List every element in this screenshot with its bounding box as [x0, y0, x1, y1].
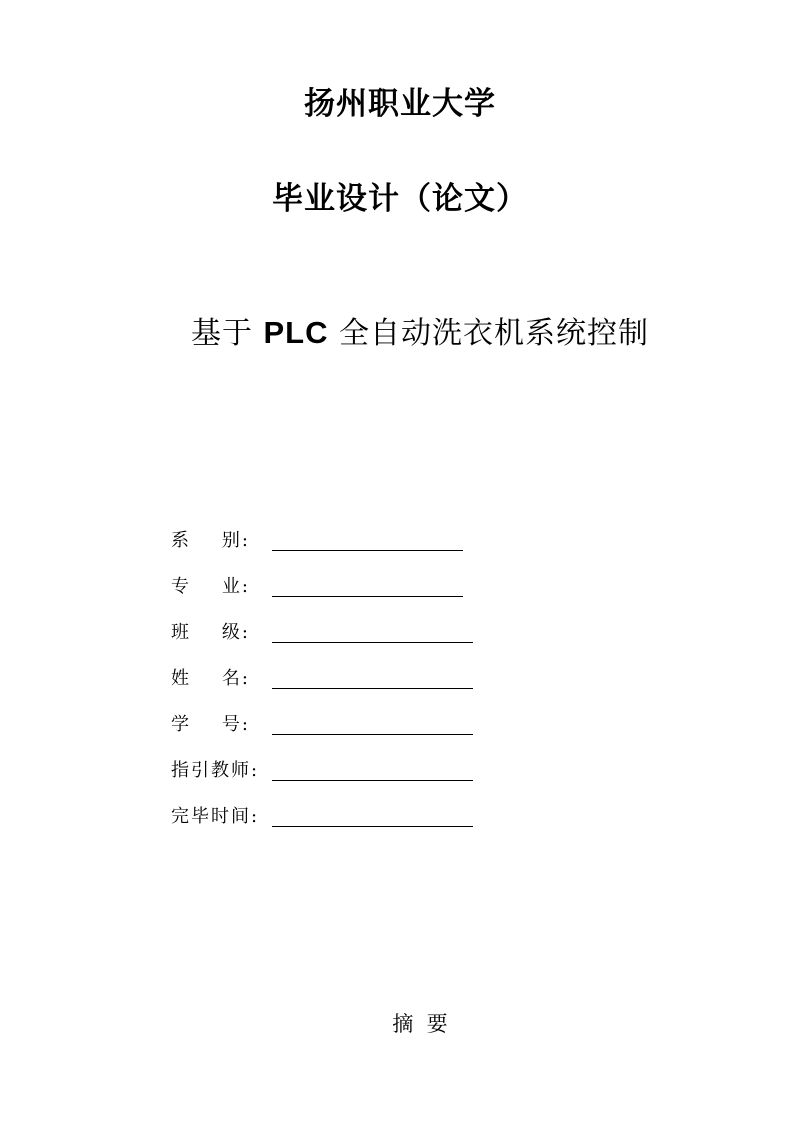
university-name: 扬州职业大学: [304, 86, 496, 122]
major-field[interactable]: [272, 596, 463, 597]
class-field[interactable]: [272, 642, 473, 643]
thesis-title-plc: PLC: [263, 315, 329, 350]
advisor-field[interactable]: [272, 780, 473, 781]
thesis-title-prefix: 基于: [190, 316, 253, 351]
student-id-label: 学 号:: [171, 714, 250, 735]
department-field[interactable]: [272, 550, 463, 551]
thesis-title: [0, 308, 800, 352]
major-label: 专 业:: [171, 576, 250, 597]
name-field[interactable]: [272, 688, 473, 689]
name-label: 姓 名:: [171, 668, 250, 689]
abstract-heading: 摘 要: [392, 1012, 448, 1036]
completion-time-label: 完毕时间:: [171, 806, 260, 827]
advisor-label: 指引教师:: [171, 760, 260, 781]
thesis-title-suffix: 全自动洗衣机系统控制: [339, 316, 650, 351]
completion-time-field[interactable]: [272, 826, 473, 827]
student-id-field[interactable]: [272, 734, 473, 735]
department-label: 系 别:: [171, 530, 250, 551]
class-label: 班 级:: [171, 622, 250, 643]
document-type: 毕业设计（论文）: [272, 181, 528, 217]
